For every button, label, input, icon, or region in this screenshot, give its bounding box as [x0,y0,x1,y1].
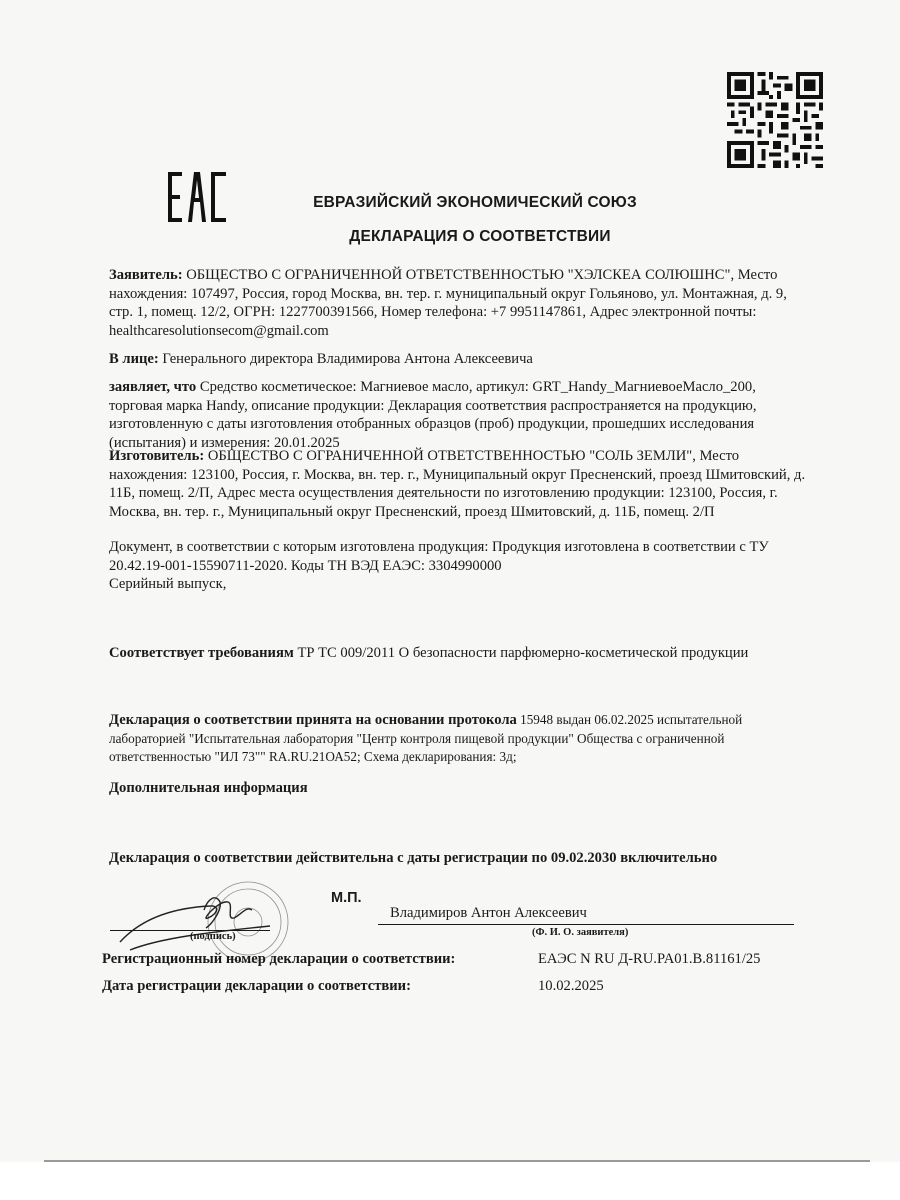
manufacturer-label: Изготовитель: [109,448,205,464]
person-text: Генерального директора Владимирова Антона Алексеевича [158,351,533,367]
name-caption: (Ф. И. О. заявителя) [532,927,629,938]
requirements-block [109,644,829,663]
qr-code-icon [727,72,823,168]
protocol-block [109,711,809,767]
applicant-label: Заявитель: [109,267,183,283]
declares-block [109,378,809,452]
person-block [109,350,809,369]
serial-text: Серийный выпуск, [109,576,227,593]
declares-text: Средство косметическое: Магниевое масло, артикул: GRT_Handy_МагниевоеМасло_200, торговая марка Handy, описание продукции: Декларация соответствия распространяется на продукцию, изготовленную с даты изготовления отобранных образцов (проб) продукции, прошедших исследования (испытания) и измерения: 20.01.2025 [109,379,757,451]
requirements-label: Соответствует требованиям [109,645,294,661]
manufacturer-text: ОБЩЕСТВО С ОГРАНИЧЕННОЙ ОТВЕТСТВЕННОСТЬЮ "СОЛЬ ЗЕМЛИ", Место нахождения: 123100, Россия, г. Москва, вн. тер. г., Муниципальный округ Пресненский, проезд Шмитовский, д. 11Б, помещ. 2/П, Адрес места осуществления деятельности по изготовлению продукции: 123100, Россия, г. Москва, вн. тер. г., Муниципальный округ Пресненский, проезд Шмитовский, д. 11Б, помещ. 2/П [109,448,806,520]
requirements-text: ТР ТС 009/2011 О безопасности парфюмерно-косметической продукции [293,645,749,661]
scan-margin [0,1162,900,1200]
validity-text: Декларация о соответствии действительна с даты регистрации по 09.02.2030 включительно [109,850,718,866]
name-line [378,924,794,925]
stamp-place-label: М.П. [331,890,362,906]
registration-date-label: Дата регистрации декларации о соответствии: [102,978,411,994]
registration-date-value: 10.02.2025 [538,978,604,994]
union-heading: ЕВРАЗИЙСКИЙ ЭКОНОМИЧЕСКИЙ СОЮЗ [313,194,637,211]
signature-caption: (подпись) [190,931,236,942]
document-title: ДЕКЛАРАЦИЯ О СООТВЕТСТВИИ [349,228,611,245]
document-basis-block [109,538,809,594]
protocol-text: 15948 выдан 06.02.2025 испытательной лабораторией "Испытательная лаборатория "Центр контроля пищевой продукции" Общества с ограниченной ответственностью "ИЛ 73"" RA.RU.21ОА52; Схема декларирования: 3д; [109,712,743,765]
additional-block [109,779,809,798]
applicant-block [109,266,809,340]
registration-number-label: Регистрационный номер декларации о соответствии: [102,951,456,967]
applicant-text: ОБЩЕСТВО С ОГРАНИЧЕННОЙ ОТВЕТСТВЕННОСТЬЮ "ХЭЛСКЕА СОЛЮШНС", Место нахождения: 107497, Россия, город Москва, вн. тер. г. муниципальный округ Гольяново, ул. Монтажная, д. 9, стр. 1, помещ. 12/2, ОГРН: 1227700391566, Номер телефона: +7 9951147861, Адрес электронной почты: healthcaresolutionsecom@gmail.com [109,267,787,339]
additional-label: Дополнительная информация [109,780,308,796]
registration-number-value: ЕАЭС N RU Д-RU.PA01.B.81161/25 [538,951,761,967]
declares-label: заявляет, что [109,379,197,395]
document-text: Документ, в соответствии с которым изготовлена продукция: Продукция изготовлена в соответствии с ТУ 20.42.19-001-15590711-2020. Коды ТН ВЭД ЕАЭС: 3304990000 [109,539,769,574]
manufacturer-block [109,447,809,521]
person-label: В лице: [109,351,159,367]
signer-name: Владимиров Антон Алексеевич [390,905,587,921]
protocol-label: Декларация о соответствии принята на основании протокола [109,712,517,728]
